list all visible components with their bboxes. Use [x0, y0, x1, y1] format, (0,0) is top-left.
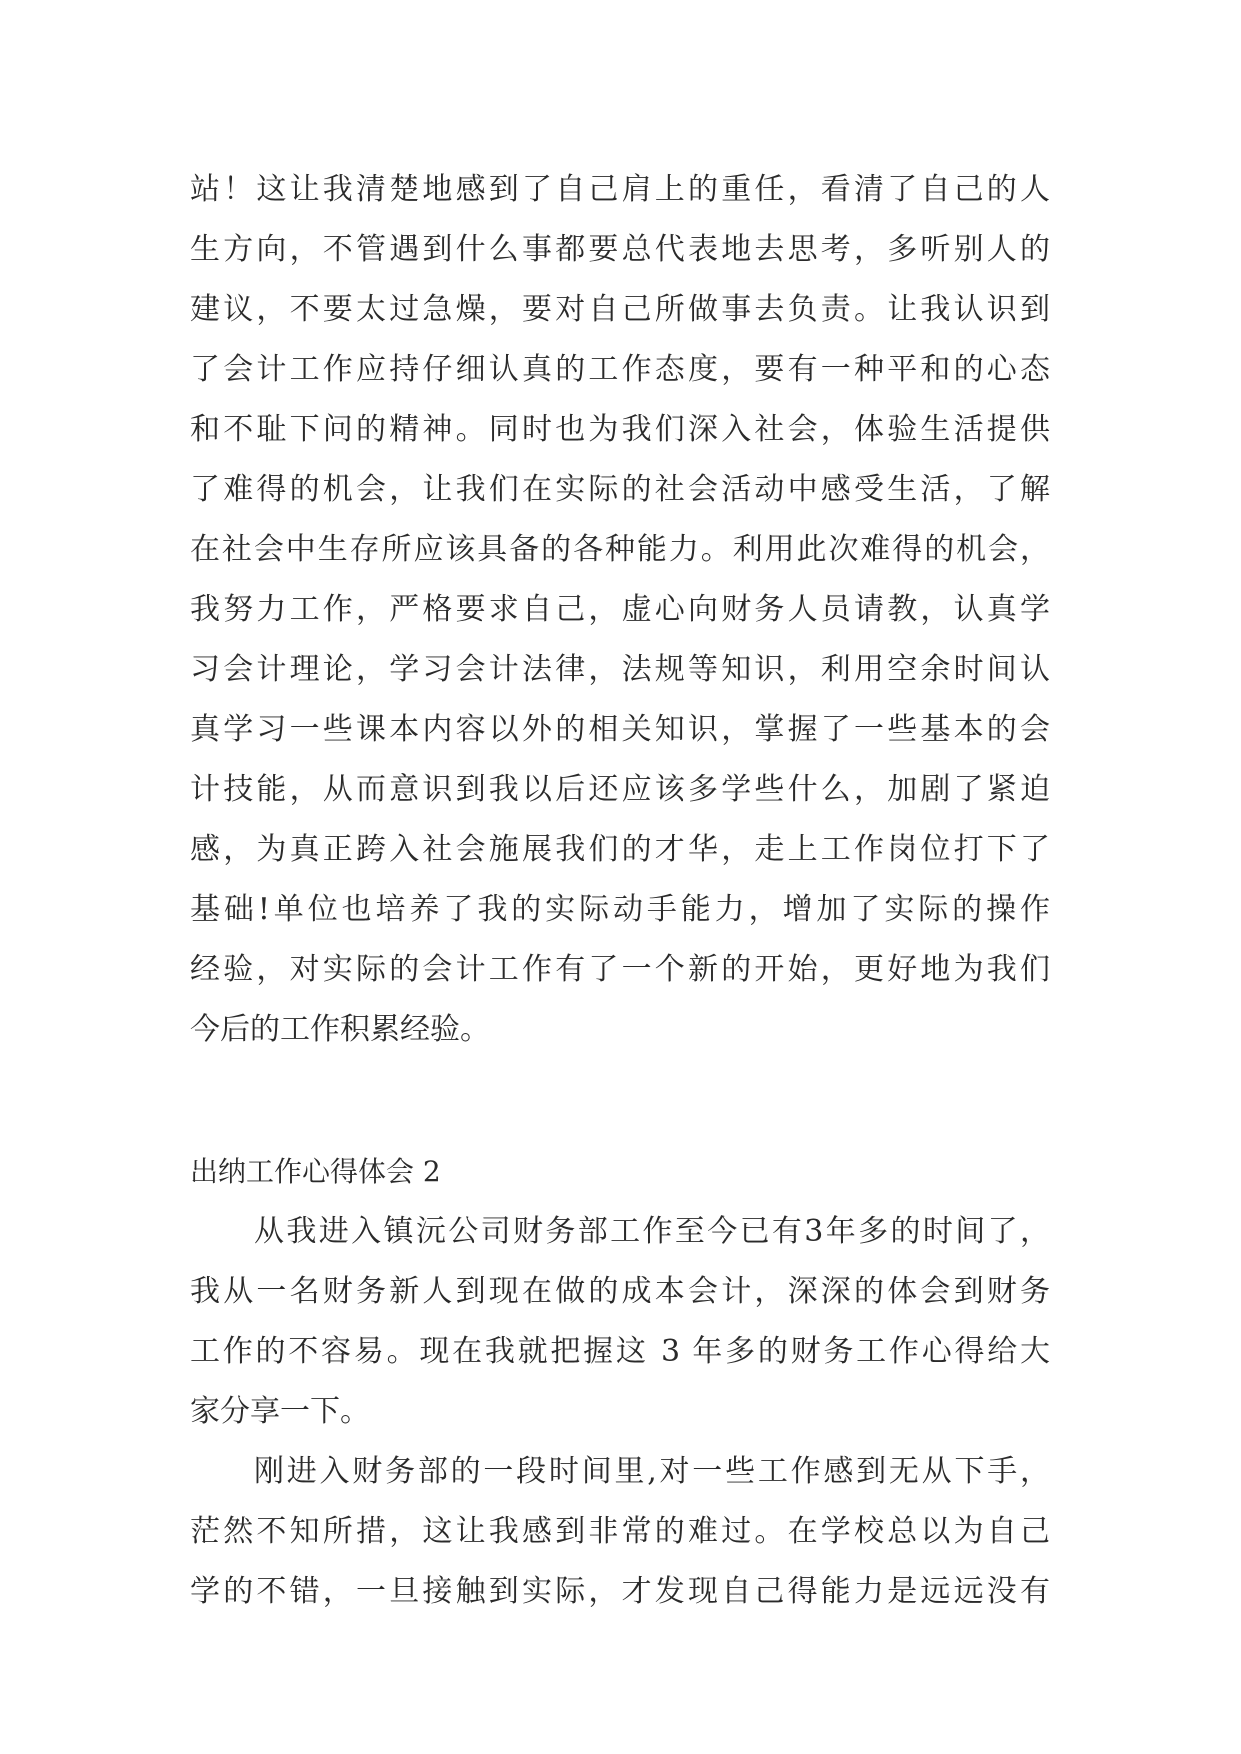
text-line: 家分享一下。 — [190, 1394, 370, 1429]
text-line: 茫然不知所措，这让我感到非常的难过。在学校总以为自己 — [190, 1514, 1050, 1549]
document-body — [190, 160, 1050, 1622]
text-line: 今后的工作积累经验。 — [190, 1012, 490, 1047]
text-line: 基础!单位也培养了我的实际动手能力，增加了实际的操作 — [190, 892, 1050, 927]
text-line: 计技能，从而意识到我以后还应该多学些什么，加剧了紧迫 — [190, 772, 1050, 807]
text-line: 我努力工作，严格要求自己，虚心向财务人员请教，认真学 — [190, 592, 1050, 627]
text-line: 了难得的机会，让我们在实际的社会活动中感受生活，了解 — [190, 472, 1050, 507]
text-line: 工作的不容易。现在我就把握这 3 年多的财务工作心得给大 — [190, 1334, 1050, 1369]
text-line: 感，为真正跨入社会施展我们的才华，走上工作岗位打下了 — [190, 832, 1050, 867]
section-heading: 出纳工作心得体会 2 — [190, 1155, 441, 1188]
paragraph-continued — [190, 160, 1050, 1060]
paragraph-2 — [190, 1202, 1050, 1442]
text-line: 建议，不要太过急燥，要对自己所做事去负责。让我认识到 — [190, 292, 1050, 327]
text-line: 了会计工作应持仔细认真的工作态度，要有一种平和的心态 — [190, 352, 1050, 387]
text-line: 学的不错，一旦接触到实际，才发现自己得能力是远远没有 — [190, 1574, 1050, 1609]
text-line: 和不耻下问的精神。同时也为我们深入社会，体验生活提供 — [190, 412, 1050, 447]
paragraph-3 — [190, 1442, 1050, 1622]
text-line: 经验，对实际的会计工作有了一个新的开始，更好地为我们 — [190, 952, 1050, 987]
text-line: 习会计理论，学习会计法律，法规等知识，利用空余时间认 — [190, 652, 1050, 687]
section-spacer — [190, 1060, 1050, 1142]
text-line: 我从一名财务新人到现在做的成本会计，深深的体会到财务 — [190, 1274, 1050, 1309]
text-line: 生方向，不管遇到什么事都要总代表地去思考，多听别人的 — [190, 232, 1050, 267]
text-line: 从我进入镇沅公司财务部工作至今已有3年多的时间了， — [254, 1214, 1050, 1249]
text-line: 站！这让我清楚地感到了自己肩上的重任，看清了自己的人 — [190, 172, 1050, 207]
text-line: 真学习一些课本内容以外的相关知识，掌握了一些基本的会 — [190, 712, 1050, 747]
text-line: 在社会中生存所应该具备的各种能力。利用此次难得的机会， — [190, 532, 1050, 567]
text-line: 刚进入财务部的一段时间里,对一些工作感到无从下手， — [254, 1454, 1050, 1489]
